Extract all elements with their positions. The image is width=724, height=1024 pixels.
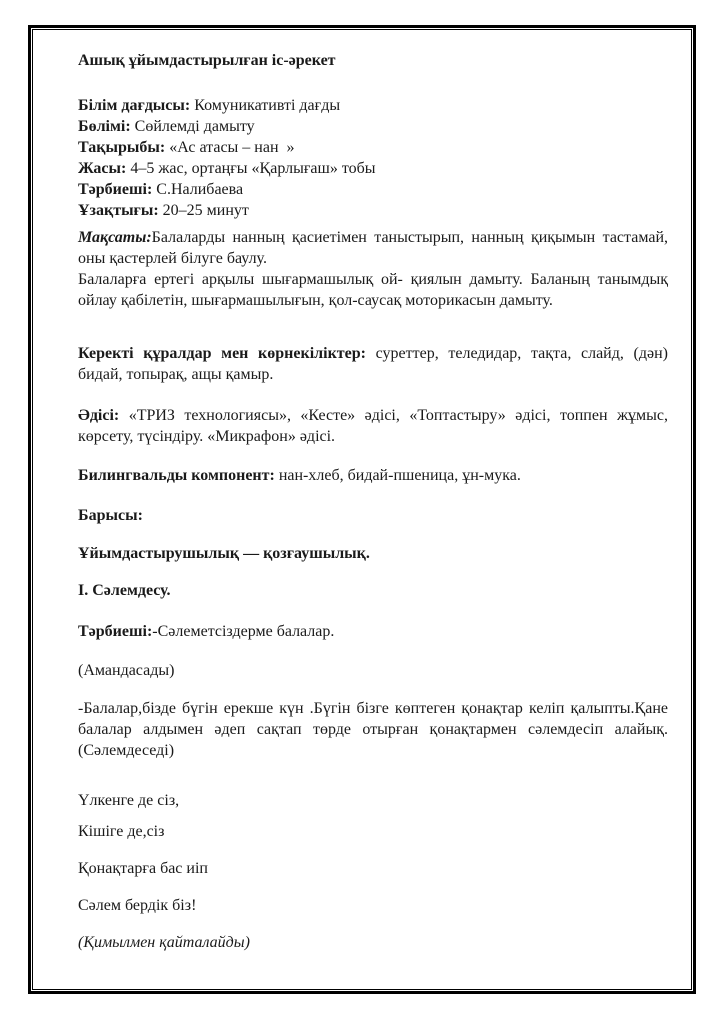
bilingual-text: нан-хлеб, бидай-пшеница, ұн-мука.: [274, 467, 521, 484]
paragraph-teacher-speech: -Балалар,бізде бүгін ерекше күн .Бүгін бізге көптеген қонақтар келіп қалыпты.Қане балалар алдымен әдеп сақтап төрде отырған қонақтармен сәлемдесіп алайық.(Сәлемдеседі): [78, 700, 672, 759]
paragraph-teacher-greeting: [78, 621, 668, 642]
paragraph-materials: [78, 343, 672, 385]
meta-row-duration: [78, 200, 668, 221]
meta-row-section: [78, 116, 668, 137]
meta-block: [78, 95, 668, 221]
meta-row-topic: [78, 137, 668, 158]
lesson-plan-content: [33, 30, 691, 989]
paragraph-goal: [78, 227, 672, 269]
meta-value: 4–5 жас, ортаңғы «Қарлығаш» тобы: [126, 160, 376, 177]
method-label: Әдісі:: [78, 407, 120, 424]
poem-line: Сәлем бердік біз!: [78, 897, 197, 914]
meta-label: Тақырыбы:: [78, 139, 166, 156]
meta-label: Бөлімі:: [78, 118, 131, 135]
poem-line: Үлкенге де сіз,: [78, 792, 180, 809]
poem-line: Кішіге де,сіз: [78, 823, 165, 840]
page-border-inner-line: [32, 29, 692, 990]
meta-label: Ұзақтығы:: [78, 202, 159, 219]
method-text: «ТРИЗ технологиясы», «Кесте» әдісі, «Топтастыру» әдісі, топпен жұмыс, көрсету, түсіндіру. «Микрафон» әдісі.: [78, 407, 672, 445]
meta-value: 20–25 минут: [158, 202, 249, 219]
poem-line: Қонақтарға бас иіп: [78, 860, 208, 877]
heading-organization: Ұйымдастырушылық — қозғаушылық.: [78, 545, 370, 562]
paragraph-goal-2: Балаларға ертегі арқылы шығармашылық ой- қиялын дамыту. Баланың танымдық ойлау қабілетін, шығармашылығын, қол-саусақ моторикасын дамыту.: [78, 271, 672, 309]
paragraph-bilingual: [78, 465, 668, 486]
teacher-text: -Сәлеметсіздерме балалар.: [152, 623, 335, 640]
page-border-frame: [28, 25, 696, 994]
meta-value: С.Налибаева: [152, 181, 244, 198]
materials-text: суреттер, теледидар, тақта, слайд, (дән) бидай, топырақ, ащы қамыр.: [78, 345, 672, 383]
paragraph-method: [78, 405, 672, 447]
teacher-label: Тәрбиеші:: [78, 623, 153, 640]
meta-value: «Ас атасы – нан »: [165, 139, 295, 156]
meta-value: Сөйлемді дамыту: [130, 118, 255, 135]
bilingual-label: Билингвальды компонент:: [78, 467, 275, 484]
stage-direction-repeat: (Қимылмен қайталайды): [78, 934, 250, 951]
heading-course: Барысы:: [78, 507, 143, 524]
stage-direction-greets: (Амандасады): [78, 662, 175, 679]
meta-value: Комуникативті дағды: [190, 97, 341, 114]
meta-row-skill: [78, 95, 668, 116]
goal-label: Мақсаты:: [78, 229, 152, 246]
meta-label: Тәрбиеші:: [78, 181, 153, 198]
document-title: Ашық ұйымдастырылған іс-әрекет: [78, 52, 336, 69]
meta-label: Білім дағдысы:: [78, 97, 191, 114]
meta-row-age: [78, 158, 668, 179]
goal-text: Балаларды нанның қасиетімен таныстырып, нанның қиқымын тастамай, оны қастерлей білуге баулу.: [78, 229, 672, 267]
materials-label: Керекті құралдар мен көрнекіліктер:: [78, 345, 366, 362]
heading-section-1: I. Сәлемдесу.: [78, 582, 171, 599]
meta-row-teacher: [78, 179, 668, 200]
meta-label: Жасы:: [78, 160, 127, 177]
